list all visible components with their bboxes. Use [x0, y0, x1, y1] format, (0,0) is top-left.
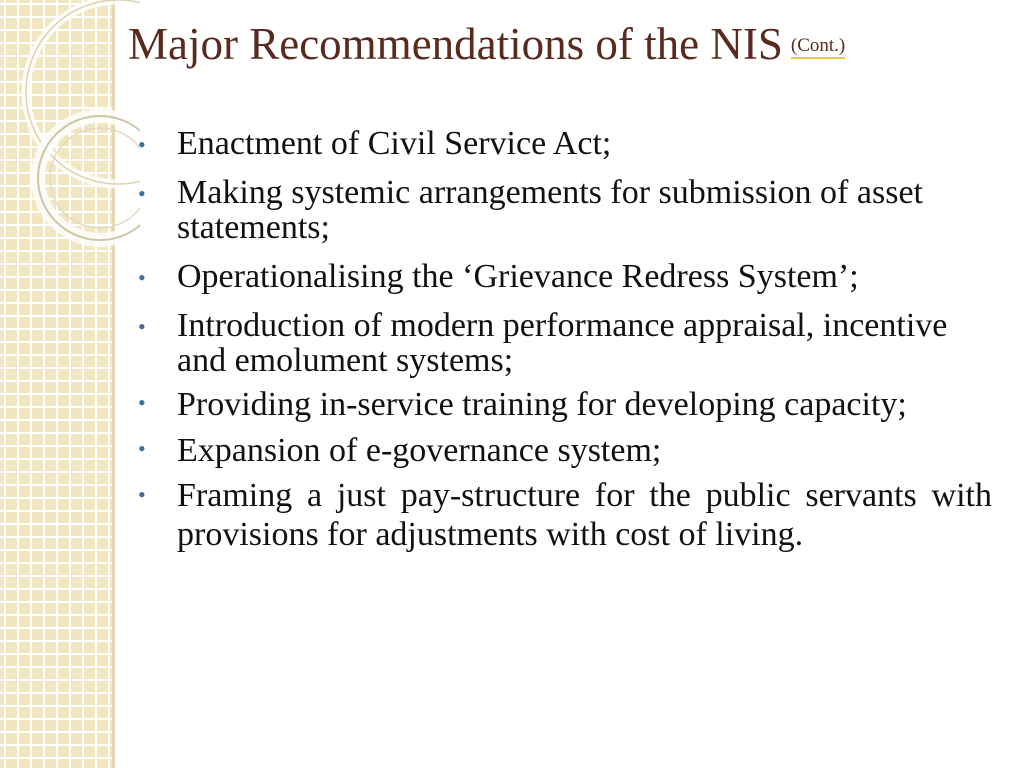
bullet-dot-icon: •	[138, 436, 146, 461]
bullet-dot-icon: •	[138, 132, 146, 157]
bullet-dot-icon: •	[138, 482, 146, 507]
bullet-list	[136, 126, 992, 568]
list-item	[136, 430, 992, 471]
slide-title-suffix: (Cont.)	[791, 35, 845, 59]
list-item	[136, 308, 992, 378]
list-item	[136, 175, 992, 245]
slide-title	[128, 18, 1008, 72]
bullet-dot-icon: •	[138, 181, 146, 206]
list-item-text: Expansion of e-governance system;	[177, 432, 662, 469]
list-item-text: Framing a just pay-structure for the public servants with provisions for adjustments with cost of living.	[177, 477, 992, 553]
list-item-text: Enactment of Civil Service Act;	[177, 125, 612, 162]
list-item-text: Making systemic arrangements for submission of asset statements;	[177, 174, 923, 246]
bullet-dot-icon: •	[138, 265, 146, 290]
list-item-text: Providing in-service training for developing capacity;	[177, 386, 907, 423]
bullet-dot-icon: •	[138, 314, 146, 339]
list-item	[136, 259, 992, 294]
strip-edge	[112, 0, 115, 768]
list-item	[136, 476, 992, 554]
slide-title-text: Major Recommendations of the NIS	[128, 19, 783, 69]
list-item	[136, 384, 992, 425]
list-item	[136, 126, 992, 161]
bullet-dot-icon: •	[138, 390, 146, 415]
list-item-text: Operationalising the ‘Grievance Redress System’;	[177, 258, 859, 295]
list-item-text: Introduction of modern performance appraisal, incentive and emolument systems;	[177, 307, 948, 379]
decorative-grid-strip	[0, 0, 112, 768]
